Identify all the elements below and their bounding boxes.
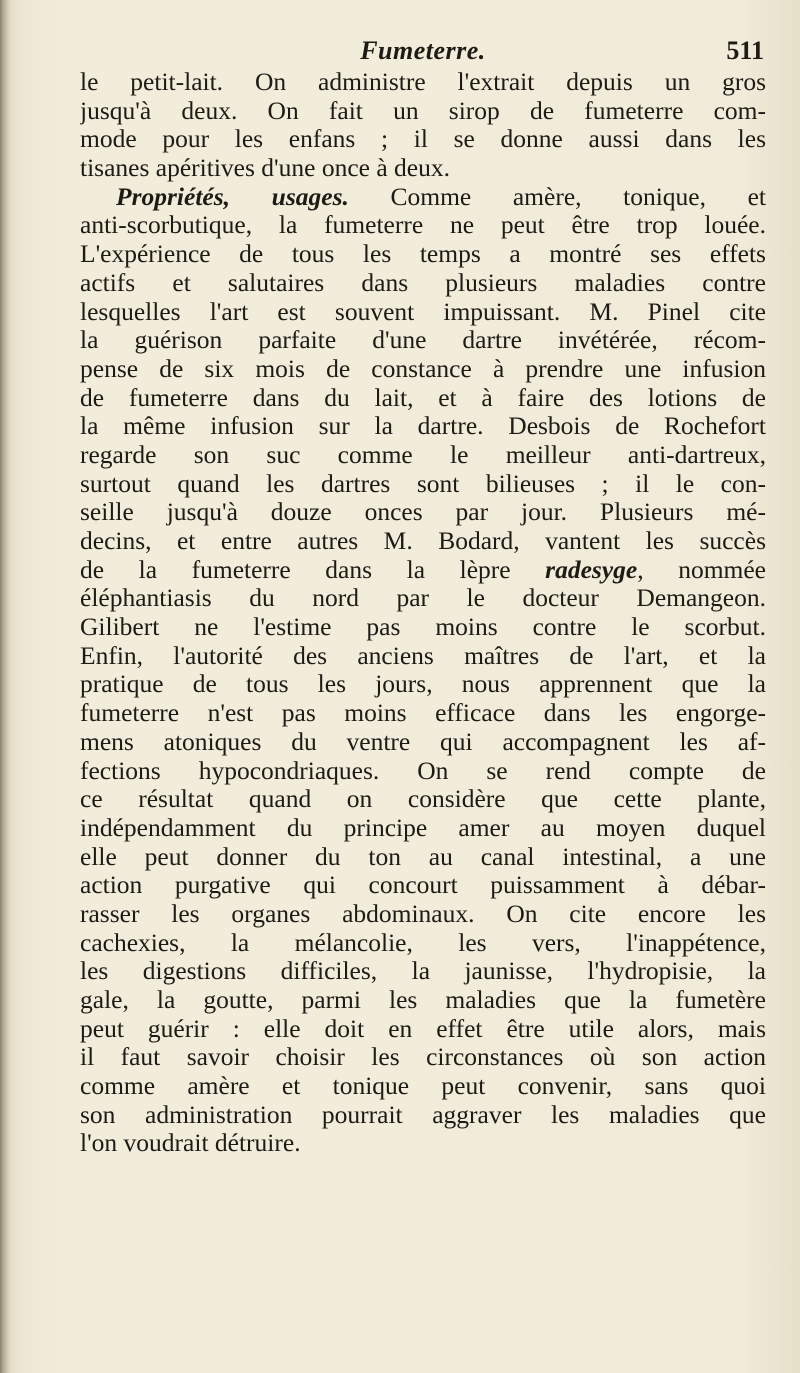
body-text [80, 68, 766, 1158]
text-line: les digestions difficiles, la jaunisse, l'hydropisie, la [80, 957, 766, 986]
text-line: decins, et entre autres M. Bodard, vantent les succès [80, 527, 766, 555]
text-line: jusqu'à deux. On fait un sirop de fumeterre com- [80, 96, 766, 125]
page-number: 511 [726, 36, 764, 65]
text-line: comme amère et tonique peut convenir, sans quoi [80, 1072, 766, 1101]
text-line: regarde son suc comme le meilleur anti-dartreux, [80, 440, 766, 469]
text-line: L'expérience de tous les temps a montré ses effets [80, 240, 766, 269]
text-line: la guérison parfaite d'une dartre invétérée, récom- [80, 326, 766, 355]
text-line: le petit-lait. On administre l'extrait depuis un gros [80, 68, 766, 96]
text-line: Gilibert ne l'estime pas moins contre le scorbut. [80, 613, 766, 642]
text-line: son administration pourrait aggraver les maladies que [80, 1100, 766, 1129]
text-line: ce résultat quand on considère que cette plante, [80, 785, 766, 814]
text-line: pense de six mois de constance à prendre une infusion [80, 354, 766, 383]
italic-term: radesyge [545, 555, 638, 584]
page-gutter [0, 0, 10, 1373]
page-header [80, 26, 766, 66]
text-line: actifs et salutaires dans plusieurs maladies contre [80, 268, 766, 297]
text-line: tisanes apéritives d'une once à deux. [80, 154, 450, 183]
text-line: de fumeterre dans du lait, et à faire des lotions de [80, 383, 766, 412]
text-line: elle peut donner du ton au canal intestinal, a une [80, 842, 766, 871]
text-line: il faut savoir choisir les circonstances où son action [80, 1043, 766, 1072]
text-line: pratique de tous les jours, nous apprennent que la [80, 670, 766, 699]
running-title: Fumeterre. [360, 36, 486, 65]
text-line: action purgative qui concourt puissamment à débar- [80, 871, 766, 900]
text-line: éléphantiasis du nord par le docteur Demangeon. [80, 584, 766, 613]
section-heading-line [80, 183, 766, 212]
text-line: fections hypocondriaques. On se rend compte de [80, 756, 766, 785]
text-line: mens atoniques du ventre qui accompagnent les af- [80, 727, 766, 756]
text-line: fumeterre n'est pas moins efficace dans les engorge- [80, 699, 766, 728]
text-line: peut guérir : elle doit en effet être utile alors, mais [80, 1014, 766, 1043]
text-line: gale, la goutte, parmi les maladies que la fumetère [80, 986, 766, 1014]
text-line: indépendamment du principe amer au moyen duquel [80, 813, 766, 842]
text-fragment: , nommée [637, 555, 766, 584]
text-line: lesquelles l'art est souvent impuissant. M. Pinel cite [80, 297, 766, 326]
text-line: l'on voudrait détruire. [80, 1129, 301, 1158]
text-line: anti-scorbutique, la fumeterre ne peut être trop louée. [80, 211, 766, 240]
text-line: la même infusion sur la dartre. Desbois de Rochefort [80, 412, 766, 441]
text-line: surtout quand les dartres sont bilieuses ; il le con- [80, 469, 766, 498]
text-line: cachexies, la mélancolie, les vers, l'inappétence, [80, 928, 766, 957]
text-fragment: Comme amère, tonique, et [348, 182, 766, 211]
text-line: rasser les organes abdominaux. On cite encore les [80, 899, 766, 928]
section-heading: Propriétés, usages. [116, 182, 349, 211]
text-line: mode pour les enfans ; il se donne aussi dans les [80, 125, 766, 154]
text-line [80, 556, 766, 585]
text-line: seille jusqu'à douze onces par jour. Plusieurs mé- [80, 498, 766, 527]
text-line: Enfin, l'autorité des anciens maîtres de l'art, et la [80, 641, 766, 670]
text-fragment: de la fumeterre dans la lèpre [80, 555, 546, 584]
